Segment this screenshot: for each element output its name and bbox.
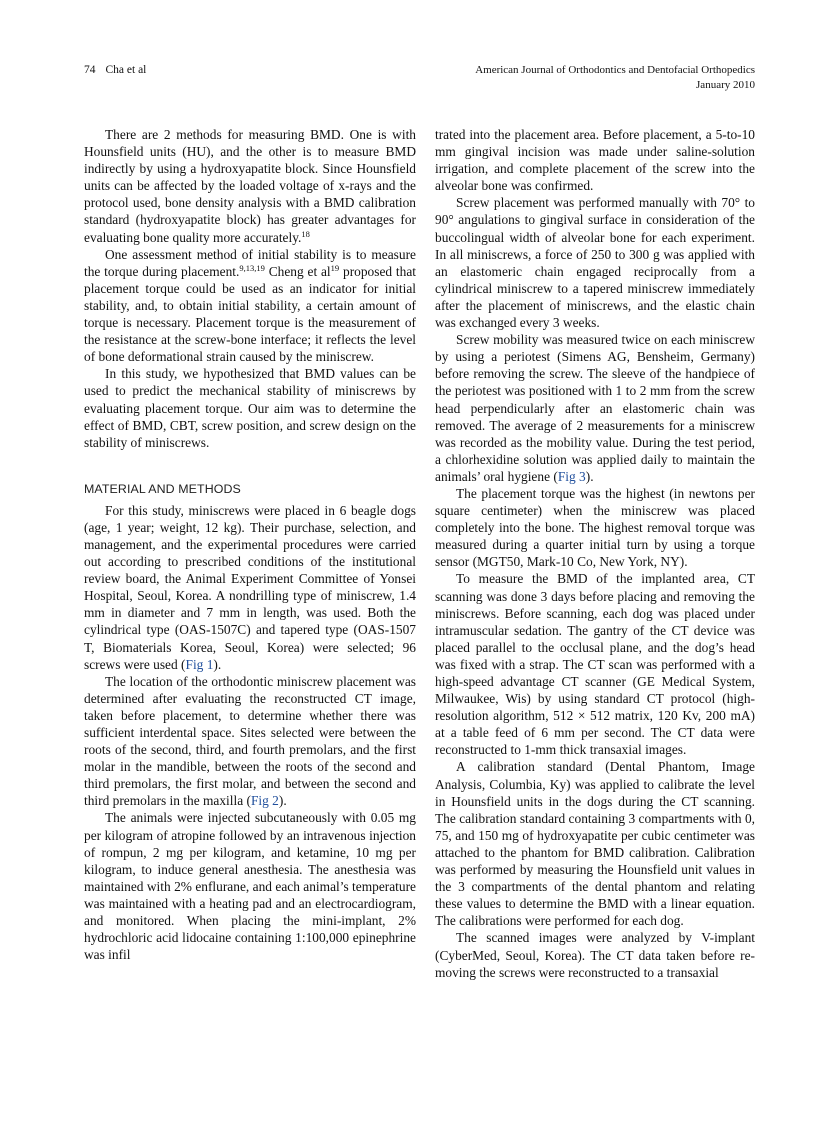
paragraph-location: The location of the orthodontic miniscrew placement was determined after evaluating the reconstructed CT image, taken before placement, to determine whether there was sufficient interdental space. Sites selected were between the roots of the second, third, and fourth premolars, and the first molar in the mandible, between the roots of the second and third premolars, the first molar, and between the second and third premolars in the maxilla (Fig 2). xyxy=(84,673,416,809)
issue-date: January 2010 xyxy=(696,79,755,91)
running-head-left xyxy=(84,63,146,78)
paragraph-calibration: A calibration standard (Dental Phantom, Image Analysis, Columbia, Ky) was applied to calibrate the level in Hounsfield units in the dogs during the CT scanning. The calibration standard containing 3 compartments with 0, 75, and 150 mg of hydroxyapatite per cubic centimeter was attached to the phantom for BMD calibration. Calibration was performed by measuring the Hounsfield unit values in the 3 compartments of the dental phantom and relating these values to determine the BMD with a linear equation. The calibrations were performed for each dog. xyxy=(435,759,755,929)
citation-ref[interactable]: 19 xyxy=(330,262,340,273)
paragraph-bmd-methods: There are 2 methods for measuring BMD. One is with Hounsfield units (HU), and the other is to measure BMD indirectly by using a hydroxyapatite block. Since Hounsfield units can be affected by the loaded voltage of x-rays and the protocol used, bone density analysis with a BMD calibration standard (hydroxyapatite block) has greater advantages for evaluating bone quality more accurately.$^{18}$ xyxy=(84,127,416,245)
right-column xyxy=(435,126,755,981)
paragraph-hypothesis: In this study, we hypothesized that BMD values can be used to predict the mechanical stability of miniscrews by evaluating placement torque. Our aim was to determine the effect of BMD, CBT, screw position, and screw design on the stability of miniscrews. xyxy=(84,366,416,450)
citation-ref[interactable]: 9,13,19 xyxy=(239,262,265,273)
paragraph-screw-placement: Screw placement was performed manually with 70° to 90° angulations to gingival surface in consideration of the buccolingual width of alveolar bone for each experiment. In all miniscrews, a force of 250 to 300 g was applied with an elastomeric chain engaged reciprocally from a cylindrical miniscrew to a tapered miniscrew immediately after the placement of miniscrews, and the elastic chain was exchanged every 3 weeks. xyxy=(435,195,755,331)
running-head-right xyxy=(475,63,755,93)
citation-ref[interactable]: 18 xyxy=(301,228,310,239)
section-heading-methods: MATERIAL AND METHODS xyxy=(84,481,241,496)
paragraph-mobility: Screw mobility was measured twice on each miniscrew by using a periotest (Simens AG, Bensheim, Germany) before removing the screw. The sleeve of the handpiece of the periotest was positioned with 1 to 2 mm from the screw head perpendicularly after an elastomeric chain was removed. The average of 2 measurements for a miniscrew was recorded as the mobility value. During the test period, a chlorhexidine solution was applied daily to maintain the animals’ oral hygiene (Fig 3). xyxy=(435,332,755,484)
paragraph-ct-scanning: To measure the BMD of the implanted area, CT scanning was done 3 days before placing and removing the miniscrews. Before scanning, each dog was placed under intramuscular sedation. The gantry of the CT device was placed parallel to the occlusal plane, and the dog’s head was fixed with a strap. The CT scan was performed with a high-speed advantage CT scanner (GE Medical System, Milwaukee, Wis) by using standard CT protocol (high-resolution algorithm, 512 × 512 matrix, 120 Kv, 200 mA) at a table feed of 6 mm per second. The CT data were reconstructed to 1-mm thick transaxial images. xyxy=(435,571,755,758)
paragraph-continued: trated into the placement area. Before placement, a 5-to-10 mm gingival incision was made under saline-solution irrigation, and complete placement of the screw into the alveolar bone was confirmed. xyxy=(435,127,755,194)
journal-title: American Journal of Orthodontics and Dentofacial Orthopedics xyxy=(475,64,755,76)
paragraph-image-analysis: The scanned images were analyzed by V-implant (CyberMed, Seoul, Korea). The CT data taken before removing the screws were reconstructed to a transaxial xyxy=(435,930,755,980)
left-column xyxy=(84,126,416,963)
paragraph-anesthesia: The animals were injected subcutaneously with 0.05 mg per kilogram of atropine followed by an intravenous injection of rompun, 2 mg per kilogram, and ketamine, 10 mg per kilogram, to induce general anesthesia. The anesthesia was maintained with 2% enflurane, and each animal’s temperature was maintained with a heating pad and an electrocardiogram, and monitored. When placing the mini-implant, 2% hydrochloric acid lidocaine containing 1:100,000 epinephrine was infil xyxy=(84,810,416,963)
figure-link-3[interactable]: Fig 3 xyxy=(557,468,586,484)
figure-link-1[interactable]: Fig 1 xyxy=(185,656,214,672)
page-number: 74 xyxy=(84,64,96,76)
paragraph-subjects: For this study, miniscrews were placed in 6 beagle dogs (age, 1 year; weight, 12 kg). Their purchase, selection, and management, and the experimental procedures were carried out according to prescribed conditions of the institutional review board, the Animal Experiment Committee of Yonsei Hospital, Seoul, Korea. A nondrilling type of miniscrew, 1.4 mm in diameter and 7 mm in length, was used. Both the cylindrical type (OAS-1507C) and tapered type (OAS-1507 T, Biomaterials Korea, Seoul, Korea) were selected; 96 screws were used (Fig 1). xyxy=(84,502,416,672)
paragraph-initial-stability: One assessment method of initial stability is to measure the torque during placement.$^{9,13,19}$ Cheng et $al^{19}$ proposed that placement torque could be used as an indicator for initial stability, and, to obtain initial stability, a certain amount of torque is necessary. Placement torque is the measurement of the resistance at the screw-bone interface; it reflects the level of bone deformational strain caused by the miniscrew. xyxy=(84,246,416,365)
running-head-authors: Cha et al xyxy=(105,64,147,76)
figure-link-2[interactable]: Fig 2 xyxy=(250,793,279,809)
paragraph-torque: The placement torque was the highest (in newtons per square centimeter) when the miniscrew was placed completely into the bone. The highest removal torque was measured during a quarter initial turn by using a torque sensor (MGT50, Mark-10 Co, New York, NY). xyxy=(435,485,755,570)
